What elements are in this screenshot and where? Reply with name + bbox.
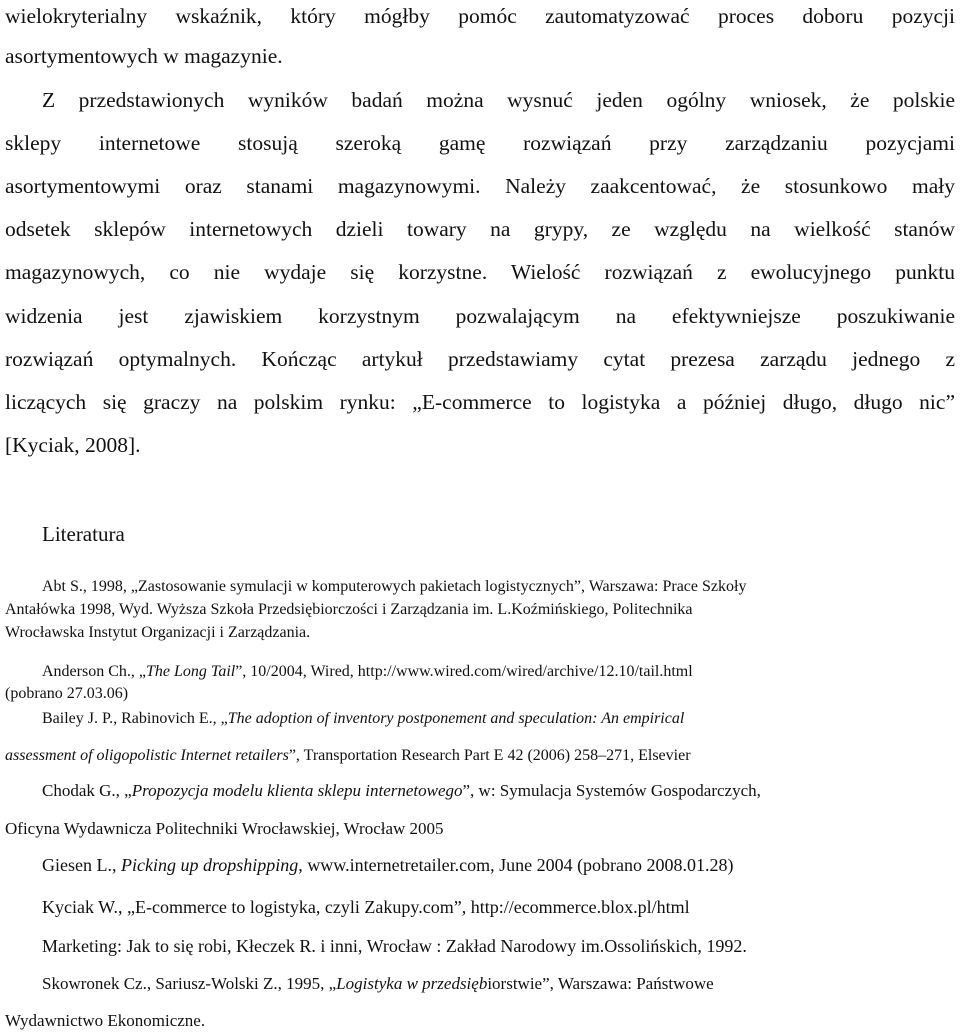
reference-bailey-details: ”, Transportation Research Part E 42 (2006) 258–271, Elsevier [288, 747, 691, 764]
reference-skowronek-line-1 [42, 973, 714, 995]
reference-skowronek-author: Skowronek Cz., Sariusz-Wolski Z., 1995, „ [42, 974, 337, 993]
reference-giesen-details: www.internetretailer.com, June 2004 (pobrano 2008.01.28) [302, 855, 734, 875]
reference-skowronek-line-2: Wydawnictwo Ekonomiczne. [5, 1011, 206, 1030]
body-line-6: odsetek sklepów internetowych dzieli towary na grypy, ze względu na wielkość stanów [5, 217, 955, 241]
reference-skowronek-details: iorstwie”, Warszawa: Państwowe [487, 974, 714, 993]
reference-giesen-line [42, 854, 734, 876]
reference-abt-line-2: Antałówka 1998, Wyd. Wyższa Szkoła Przedsiębiorczości i Zarządzania im. L.Koźmińskiego, Politechnika [5, 601, 693, 618]
reference-giesen-title: Picking up dropshipping, [120, 855, 303, 875]
reference-kyciak-line: Kyciak W., „E-commerce to logistyka, czyli Zakupy.com”, http://ecommerce.blox.pl/html [42, 897, 690, 917]
body-line-8: widzenia jest zjawiskiem korzystnym pozwalającym na efektywniejsze poszukiwanie [5, 304, 955, 328]
body-line-10: liczących się graczy na polskim rynku: „E-commerce to logistyka a później długo, długo nic” [5, 390, 955, 414]
body-line-3: Z przedstawionych wyników badań można wysnuć jeden ogólny wniosek, że polskie [42, 88, 955, 112]
reference-marketing-line: Marketing: Jak to się robi, Kłeczek R. i inni, Wrocław : Zakład Narodowy im.Ossolińskich, 1992. [42, 936, 747, 956]
body-line-4: sklepy internetowe stosują szeroką gamę rozwiązań przy zarządzaniu pozycjami [5, 131, 955, 155]
reference-anderson-line-2: (pobrano 27.03.06) [5, 685, 129, 702]
body-line-5: asortymentowymi oraz stanami magazynowymi. Należy zaakcentować, że stosunkowo mały [5, 174, 955, 198]
reference-chodak-author: Chodak G., „ [42, 781, 132, 800]
body-line-7: magazynowych, co nie wydaje się korzystne. Wielość rozwiązań z ewolucyjnego punktu [5, 260, 955, 284]
reference-bailey-line-2 [5, 745, 691, 767]
reference-bailey-title-part-2: assessment of oligopolistic Internet retailers [5, 747, 289, 764]
body-line-9: rozwiązań optymalnych. Kończąc artykuł przedstawiamy cytat prezesa zarządu jednego z [5, 347, 955, 371]
body-line-11: [Kyciak, 2008]. [5, 433, 141, 457]
reference-chodak-line-1 [42, 780, 761, 802]
reference-anderson-details: ”, 10/2004, Wired, http://www.wired.com/wired/archive/12.10/tail.html [235, 663, 693, 680]
reference-skowronek-title: Logistyka w przedsięb [336, 974, 488, 993]
reference-anderson-line-1 [42, 661, 693, 683]
reference-bailey-line-1 [42, 708, 684, 730]
references-heading: Literatura [42, 522, 125, 546]
reference-abt-line-1: Abt S., 1998, „Zastosowanie symulacji w komputerowych pakietach logistycznych”, Warszawa: Prace Szkoły [42, 578, 747, 595]
reference-anderson-author: Anderson Ch., „ [42, 663, 146, 680]
body-line-2: asortymentowych w magazynie. [5, 44, 283, 68]
reference-abt-line-3: Wrocławska Instytut Organizacji i Zarządzania. [5, 624, 311, 641]
reference-chodak-title: Propozycja modelu klienta sklepu internetowego [131, 781, 463, 800]
reference-chodak-details: ”, w: Symulacja Systemów Gospodarczych, [462, 781, 761, 800]
body-line-1: wielokryterialny wskaźnik, który mógłby pomóc zautomatyzować proces doboru pozycji [5, 4, 955, 28]
reference-bailey-author: Bailey J. P., Rabinovich E., „ [42, 710, 228, 727]
reference-chodak-line-2: Oficyna Wydawnicza Politechniki Wrocławskiej, Wrocław 2005 [5, 819, 444, 838]
reference-giesen-author: Giesen L., [42, 855, 121, 875]
reference-anderson-title: The Long Tail [145, 663, 236, 680]
reference-bailey-title-part-1: The adoption of inventory postponement and speculation: An empirical [227, 710, 685, 727]
